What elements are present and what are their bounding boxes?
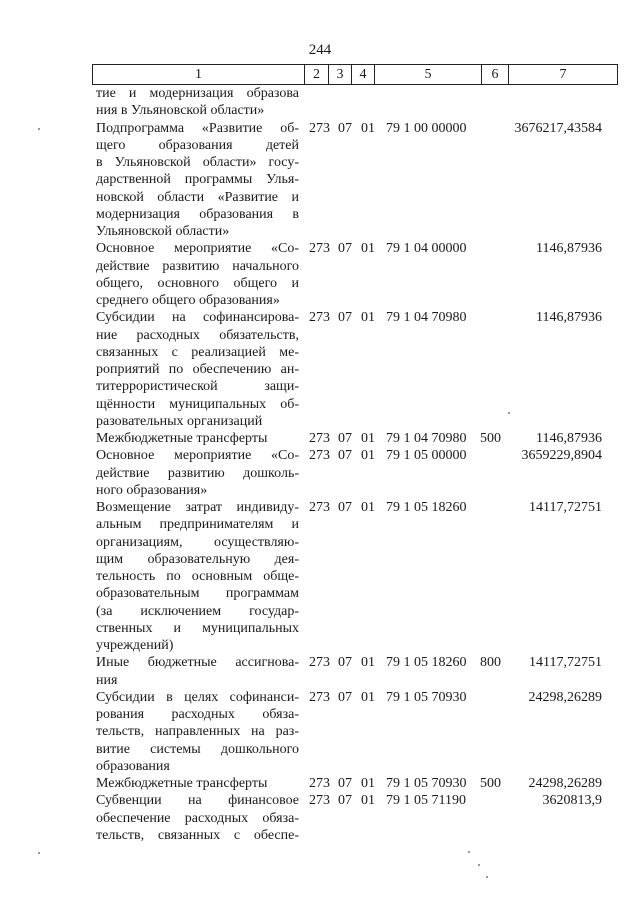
row-code-subsection: 01 bbox=[361, 448, 375, 464]
row-amount: 1146,87936 bbox=[536, 310, 602, 326]
row-code-target: 79 1 05 71190 bbox=[386, 793, 466, 809]
description-line: альным предпринимателям и bbox=[96, 517, 299, 533]
scan-speck bbox=[478, 864, 480, 866]
row-amount: 24298,26289 bbox=[528, 689, 602, 705]
description-line: дарственной программы Улья- bbox=[96, 172, 299, 188]
row-code-admin: 273 bbox=[309, 793, 330, 809]
row-amount: 3620813,9 bbox=[542, 793, 602, 809]
description-line: ния в Ульяновской области» bbox=[96, 103, 265, 119]
row-code-admin: 273 bbox=[309, 689, 330, 705]
description-line: тельств, направленных на раз- bbox=[96, 724, 299, 740]
description-line: Субсидии на софинансирова- bbox=[96, 310, 299, 326]
description-line: Подпрограмма «Развитие об- bbox=[96, 120, 299, 136]
row-code-target: 79 1 04 70980 bbox=[386, 310, 467, 326]
description-line: Ульяновской области» bbox=[96, 224, 230, 239]
scan-speck bbox=[468, 851, 470, 853]
row-code-subsection: 01 bbox=[361, 241, 375, 257]
description-line: действие развитию дошколь- bbox=[96, 465, 299, 481]
row-description bbox=[96, 447, 299, 499]
row-description bbox=[96, 240, 299, 309]
description-line: щим образовательную дея- bbox=[96, 551, 299, 567]
description-line: Основное мероприятие «Со- bbox=[96, 448, 299, 464]
row-description bbox=[96, 792, 299, 844]
row-code-target: 79 1 05 00000 bbox=[386, 448, 467, 464]
row-description bbox=[96, 775, 299, 792]
row-code-admin: 273 bbox=[309, 120, 330, 136]
row-code-subsection: 01 bbox=[361, 793, 375, 809]
description-line: в Ульяновской области» госу- bbox=[96, 155, 299, 170]
row-code-target: 79 1 04 70980 bbox=[386, 431, 467, 446]
row-code-admin: 273 bbox=[309, 431, 330, 446]
row-description bbox=[96, 689, 299, 775]
row-description bbox=[96, 654, 299, 689]
row-code-admin: 273 bbox=[309, 310, 330, 326]
row-code-target: 79 1 05 70930 bbox=[386, 689, 467, 705]
row-amount: 3676217,43584 bbox=[514, 120, 602, 136]
scan-speck bbox=[38, 852, 40, 854]
row-code-subsection: 01 bbox=[361, 689, 375, 705]
description-line: рования расходных обяза- bbox=[96, 707, 299, 722]
description-line: учреждений) bbox=[96, 638, 174, 653]
description-line: ние расходных обязательств, bbox=[96, 327, 299, 343]
row-code-section: 07 bbox=[338, 120, 352, 136]
row-code-section: 07 bbox=[338, 310, 352, 326]
description-line: Возмещение затрат индивиду- bbox=[96, 500, 299, 515]
row-amount: 24298,26289 bbox=[528, 776, 602, 791]
row-code-section: 07 bbox=[338, 793, 352, 809]
row-code-expense: 800 bbox=[480, 655, 501, 671]
row-description bbox=[96, 430, 299, 447]
header-col-7: 7 bbox=[559, 67, 567, 82]
row-code-subsection: 01 bbox=[361, 500, 375, 515]
description-line: тие и модернизация образова bbox=[96, 86, 299, 101]
row-amount: 14117,72751 bbox=[529, 500, 602, 515]
description-line: щего образования детей bbox=[96, 137, 299, 153]
description-line: ственных и муниципальных bbox=[96, 620, 299, 636]
scan-speck bbox=[38, 128, 40, 130]
description-line: (за исключением государ- bbox=[96, 603, 299, 619]
description-line: Субвенции на финансовое bbox=[96, 793, 299, 809]
row-code-section: 07 bbox=[338, 500, 352, 515]
row-code-target: 79 1 00 00000 bbox=[386, 120, 467, 136]
row-code-section: 07 bbox=[338, 241, 352, 257]
row-code-subsection: 01 bbox=[361, 431, 375, 446]
row-description bbox=[96, 120, 299, 241]
description-line: Основное мероприятие «Со- bbox=[96, 241, 299, 257]
description-line: ного образования» bbox=[96, 482, 208, 498]
description-line: обеспечение расходных обяза- bbox=[96, 810, 299, 826]
page-number: 244 bbox=[308, 42, 332, 58]
description-line: Межбюджетные трансферты bbox=[96, 431, 268, 446]
row-code-target: 79 1 05 18260 bbox=[386, 655, 467, 671]
row-code-admin: 273 bbox=[309, 500, 330, 515]
row-code-section: 07 bbox=[338, 689, 352, 705]
row-amount: 3659229,8904 bbox=[521, 448, 602, 464]
description-line: титеррористической защи- bbox=[96, 379, 299, 395]
description-line: ния bbox=[96, 672, 118, 688]
row-code-section: 07 bbox=[338, 655, 352, 671]
row-description bbox=[96, 499, 299, 654]
row-code-target: 79 1 04 00000 bbox=[386, 241, 467, 257]
description-line: тельств, связанных с обеспе- bbox=[96, 827, 299, 843]
header-col-4: 4 bbox=[352, 65, 375, 84]
row-code-section: 07 bbox=[338, 776, 352, 791]
row-amount: 14117,72751 bbox=[529, 655, 602, 671]
header-col-5: 5 bbox=[375, 65, 482, 84]
row-code-subsection: 01 bbox=[361, 655, 375, 671]
description-line: тельность по основным обще- bbox=[96, 569, 299, 584]
description-line: Иные бюджетные ассигнова- bbox=[96, 655, 299, 671]
row-code-section: 07 bbox=[338, 431, 352, 446]
row-code-target: 79 1 05 70930 bbox=[386, 776, 467, 791]
description-line: Межбюджетные трансферты bbox=[96, 776, 268, 791]
row-code-subsection: 01 bbox=[361, 310, 375, 326]
row-description bbox=[96, 309, 299, 430]
description-line: связанных с реализацией ме- bbox=[96, 344, 299, 360]
row-code-expense: 500 bbox=[480, 431, 501, 446]
row-code-admin: 273 bbox=[309, 655, 330, 671]
table-header-row bbox=[92, 64, 618, 85]
row-description bbox=[96, 85, 299, 120]
row-code-admin: 273 bbox=[309, 776, 330, 791]
description-line: разовательных организаций bbox=[96, 413, 263, 429]
description-line: новской области «Развитие и bbox=[96, 189, 299, 205]
header-col-6: 6 bbox=[482, 65, 509, 84]
header-col-2: 2 bbox=[305, 65, 329, 84]
description-line: организациям, осуществляю- bbox=[96, 534, 299, 550]
header-col-3: 3 bbox=[329, 65, 352, 84]
description-line: образовательным программам bbox=[96, 586, 299, 602]
scan-speck bbox=[486, 876, 488, 878]
row-code-target: 79 1 05 18260 bbox=[386, 500, 467, 515]
description-line: действие развитию начального bbox=[96, 258, 299, 274]
description-line: щённости муниципальных об- bbox=[96, 396, 299, 412]
description-line: роприятий по обеспечению ан- bbox=[96, 362, 299, 377]
row-code-subsection: 01 bbox=[361, 776, 375, 791]
row-code-expense: 500 bbox=[480, 776, 501, 791]
row-code-section: 07 bbox=[338, 448, 352, 464]
header-col-1: 1 bbox=[93, 65, 305, 84]
description-line: Субсидии в целях софинанси- bbox=[96, 689, 299, 705]
row-amount: 1146,87936 bbox=[536, 431, 602, 446]
row-code-admin: 273 bbox=[309, 448, 330, 464]
row-amount: 1146,87936 bbox=[536, 241, 602, 257]
description-line: модернизация образования в bbox=[96, 206, 299, 222]
row-code-subsection: 01 bbox=[361, 120, 375, 136]
scan-speck bbox=[508, 412, 510, 414]
description-line: витие системы дошкольного bbox=[96, 741, 299, 757]
description-line: общего, основного общего и bbox=[96, 275, 299, 291]
description-line: образования bbox=[96, 758, 170, 774]
description-line: среднего общего образования» bbox=[96, 293, 280, 308]
row-code-admin: 273 bbox=[309, 241, 330, 257]
